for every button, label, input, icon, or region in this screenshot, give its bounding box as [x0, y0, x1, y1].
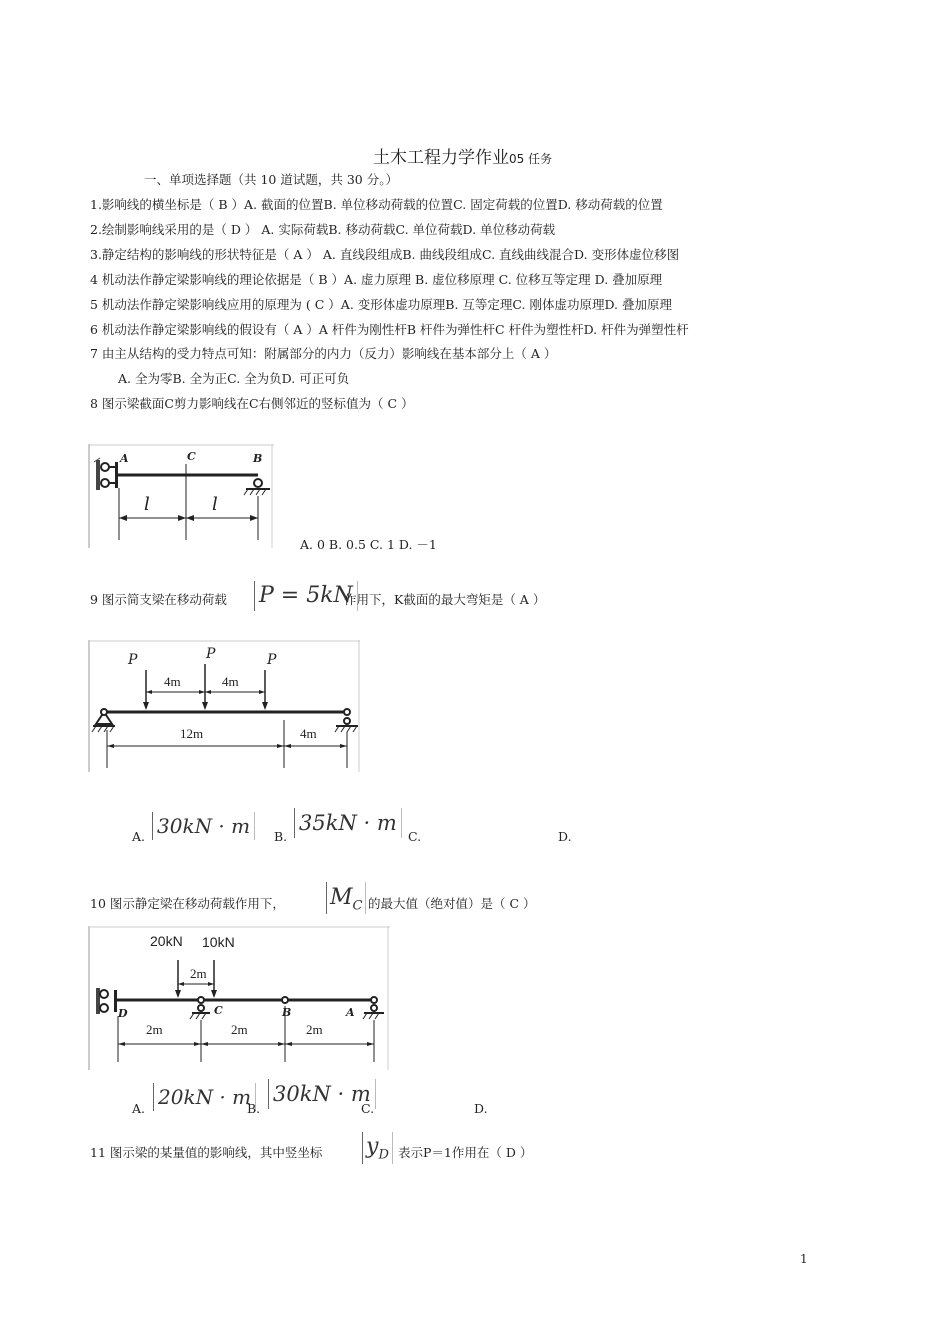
question-6: 6 机动法作静定梁影响线的假设有（ A ）A 杆件为刚性杆B 杆件为弹性杆C 杆件为塑性杆D. 杆件为弹塑性杆: [90, 322, 689, 337]
q10-option-d-label: D.: [474, 1101, 488, 1116]
q9-load-p1: P: [128, 652, 138, 668]
q10-option-b-value: 30kN · m: [268, 1079, 376, 1109]
q8-length-1: l: [144, 494, 150, 515]
q9-span-1: 12m: [180, 726, 204, 741]
q9-spacing-1: 4m: [164, 674, 181, 689]
question-3: 3.静定结构的影响线的形状特征是（ A ） A. 直线段组成B. 曲线段组成C. 直线曲线混合D. 变形体虚位移图: [90, 247, 680, 262]
question-9-suffix: 作用下，K截面的最大弯矩是（ A ）: [344, 592, 546, 607]
q8-length-2: l: [212, 494, 218, 515]
question-9-prefix: 9 图示简支梁在移动荷载: [90, 592, 227, 607]
q10-moment-symbol: M: [330, 885, 353, 910]
q10-load-10kn: 10kN: [202, 934, 235, 950]
page-number: 1: [800, 1252, 808, 1266]
question-8: 8 图示梁截面C剪力影响线在C右侧邻近的竖标值为（ C ）: [90, 396, 414, 411]
q10-span-2: 2m: [231, 1022, 248, 1037]
q10-option-a-label: A.: [132, 1101, 146, 1116]
q10-label-b: B: [282, 1006, 292, 1019]
q11-ordinate-subscript: D: [378, 1147, 389, 1163]
q10-span-1: 2m: [146, 1022, 163, 1037]
question-11-suffix: 表示P＝1作用在（ D ）: [398, 1145, 533, 1160]
q11-ordinate-symbol: y: [366, 1134, 379, 1159]
q9-load-formula: P = 5kN: [254, 581, 358, 611]
q8-label-c: C: [187, 450, 196, 463]
question-2: 2.绘制影响线采用的是（ D ） A. 实际荷载B. 移动荷载C. 单位荷载D. 单位移动荷载: [90, 222, 556, 237]
q10-moment-formula: [326, 882, 366, 914]
q9-span-2: 4m: [300, 726, 317, 741]
q10-label-c: C: [214, 1004, 223, 1017]
q9-beam-figure: [88, 640, 362, 772]
q10-beam-figure: [88, 926, 390, 1070]
q10-label-d: D: [118, 1007, 128, 1020]
question-10-suffix: 的最大值（绝对值）是（ C ）: [368, 896, 536, 911]
title-suffix: 05 任务: [509, 152, 553, 166]
q10-moment-subscript: C: [352, 898, 363, 914]
q10-option-a-value: 20kN · m: [153, 1083, 256, 1111]
title-main: 土木工程力学作业: [373, 148, 509, 168]
question-7-options: A. 全为零B. 全为正C. 全为负D. 可正可负: [118, 371, 350, 386]
q9-option-d-label: D.: [558, 829, 572, 844]
q10-label-a: A: [346, 1006, 355, 1019]
question-5: 5 机动法作静定梁影响线应用的原理为 ( C ）A. 变形体虚功原理B. 互等定理C. 刚体虚功原理D. 叠加原理: [90, 297, 672, 312]
q8-beam-figure: [88, 444, 274, 548]
q9-option-a-label: A.: [132, 829, 146, 844]
q10-option-b-label: B.: [247, 1101, 261, 1116]
question-7: 7 由主从结构的受力特点可知：附属部分的内力（反力）影响线在基本部分上（ A ）: [90, 346, 557, 361]
q9-option-a-value: 30kN · m: [152, 812, 255, 840]
q9-option-b-value: 35kN · m: [294, 808, 402, 838]
q9-option-c-label: C.: [408, 829, 422, 844]
q10-load-spacing: 2m: [190, 966, 207, 981]
q11-ordinate-formula: [362, 1132, 393, 1164]
q10-option-c-label: C.: [361, 1101, 375, 1116]
question-4: 4 机动法作静定梁影响线的理论依据是（ B ）A. 虚力原理 B. 虚位移原理 C. 位移互等定理 D. 叠加原理: [90, 272, 663, 287]
q8-label-a: A: [120, 452, 129, 465]
question-1: 1.影响线的横坐标是（ B ）A. 截面的位置B. 单位移动荷载的位置C. 固定荷载的位置D. 移动荷载的位置: [90, 197, 663, 212]
q10-span-3: 2m: [306, 1022, 323, 1037]
q9-spacing-2: 4m: [222, 674, 239, 689]
document-title: [373, 143, 552, 168]
q8-label-b: B: [253, 452, 263, 465]
q10-load-20kn: 20kN: [150, 933, 183, 949]
question-11-prefix: 11 图示梁的某量值的影响线，其中竖坐标: [90, 1145, 323, 1160]
question-10-prefix: 10 图示静定梁在移动荷载作用下，: [90, 896, 285, 911]
section-heading: 一、单项选择题（共 10 道试题，共 30 分。）: [144, 172, 398, 187]
question-8-options: A. 0 B. 0.5 C. 1 D. －1: [300, 537, 437, 552]
q9-option-b-label: B.: [274, 829, 288, 844]
q9-load-p3: P: [267, 652, 277, 668]
q9-load-p2: P: [206, 646, 216, 662]
